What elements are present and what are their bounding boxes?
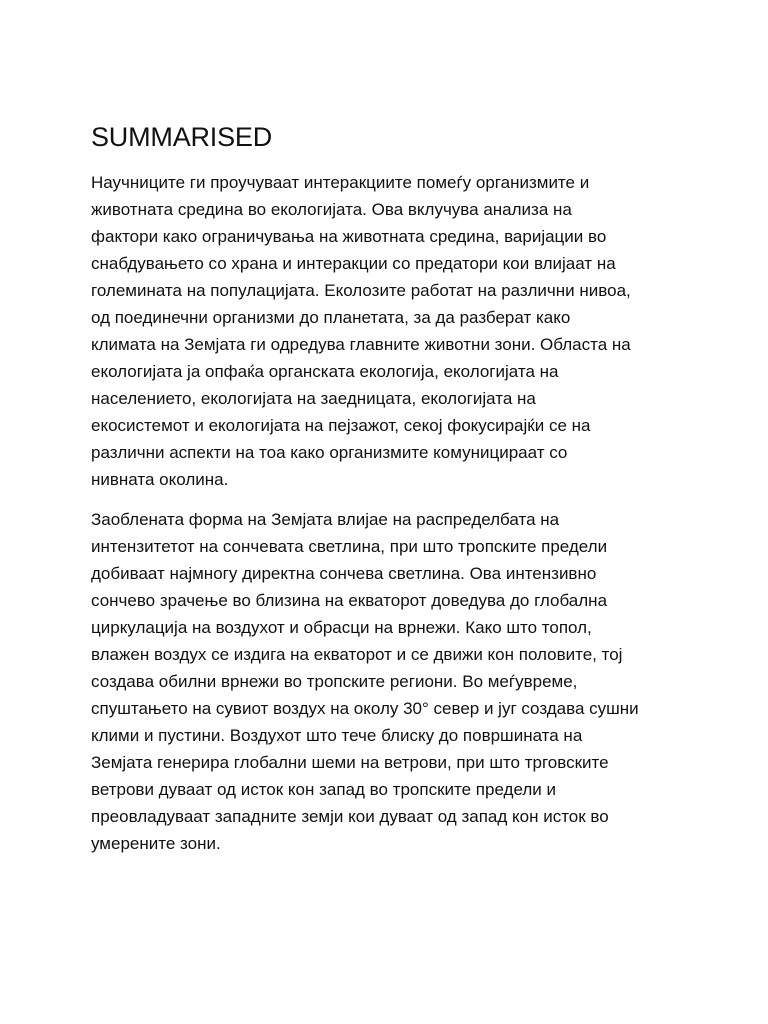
paragraph-line: фактори како ограничувања на животната средина, варијации во (91, 227, 607, 246)
paragraph-line: умерените зони. (91, 834, 221, 853)
paragraph-line: нивната околина. (91, 470, 229, 489)
paragraph-line: климата на Земјата ги одредува главните животни зони. Областа на (91, 335, 631, 354)
paragraph-line: преовладуваат западните земји кои дуваат од запад кон исток во (91, 807, 609, 826)
paragraph-line: циркулација на воздухот и обрасци на врнежи. Како што топол, (91, 618, 592, 637)
paragraph-line: населението, екологијата на заедницата, екологијата на (91, 389, 536, 408)
paragraph-line: различни аспекти на тоа како организмите комуницираат со (91, 443, 568, 462)
paragraph-line: интензитетот на сончевата светлина, при што тропските предели (91, 537, 608, 556)
paragraph-line: екосистемот и екологијата на пејзажот, секој фокусирајќи се на (91, 416, 591, 435)
paragraph-line: од поединечни организми до планетата, за да разберат како (91, 308, 571, 327)
paragraph-line: ветрови дуваат од исток кон запад во тропските предели и (91, 780, 556, 799)
paragraph-line: добиваат најмногу директна сончева светлина. Ова интензивно (91, 564, 597, 583)
paragraph-line: екологијата ја опфаќа органската екологија, екологијата на (91, 362, 559, 381)
paragraph-line: снабдувањето со храна и интеракции со предатори кои влијаат на (91, 254, 616, 273)
paragraph-line: Земјата генерира глобални шеми на ветрови, при што трговските (91, 753, 609, 772)
paragraph-line: создава обилни врнежи во тропските региони. Во меѓувреме, (91, 672, 578, 691)
paragraph-line: спуштањето на сувиот воздух на околу 30° север и југ создава сушни (91, 699, 639, 718)
paragraph-line: сончево зрачење во близина на екваторот доведува до глобална (91, 591, 608, 610)
paragraph-line: Научниците ги проучуваат интеракциите помеѓу организмите и (91, 173, 590, 192)
paragraph-climate (91, 506, 639, 857)
paragraph-line: животната средина во екологијата. Ова вклучува анализа на (91, 200, 572, 219)
paragraph-ecology (91, 169, 631, 493)
paragraph-line: клими и пустини. Воздухот што тече блиску до површината на (91, 726, 583, 745)
document-title: SUMMARISED (91, 122, 273, 152)
paragraph-line: Заоблената форма на Земјата влијае на распределбата на (91, 510, 560, 529)
paragraph-line: влажен воздух се издига на екваторот и се движи кон половите, тој (91, 645, 623, 664)
paragraph-line: големината на популацијата. Еколозите работат на различни нивоа, (91, 281, 631, 300)
